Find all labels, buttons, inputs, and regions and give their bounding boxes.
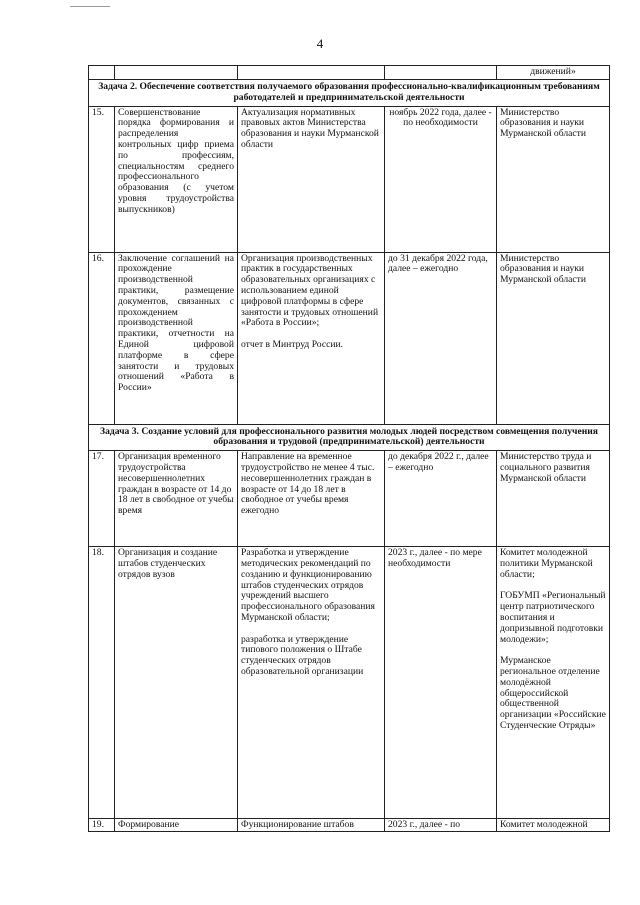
task-header-row bbox=[89, 424, 610, 451]
row-number: 19. bbox=[89, 819, 115, 832]
cell-empty bbox=[89, 66, 115, 80]
table-row bbox=[89, 106, 610, 252]
row-number: 15. bbox=[89, 106, 115, 252]
cell-empty bbox=[115, 66, 238, 80]
cell-empty bbox=[385, 66, 497, 80]
plan-table bbox=[88, 65, 610, 832]
cell-executor: Комитет молодежной политики Мурманской области; ГОБУМП «Региональный центр патриотического воспитания и допризывной подготовки молодежи»; Мурманское региональное отделение молодёжной общероссийской общественной организации «Российские Студенческие Отряды» bbox=[497, 547, 610, 819]
task-2-heading: Задача 2. Обеспечение соответствия получаемого образования профессионально-квалификационным требованиям работодателей и предпринимательской деятельности bbox=[89, 80, 610, 107]
cell-executor: Министерство образования и науки Мурманской области bbox=[497, 106, 610, 252]
cell-executor: Министерство образования и науки Мурманской области bbox=[497, 252, 610, 424]
table-row bbox=[89, 547, 610, 819]
scan-mark bbox=[70, 6, 110, 7]
cell-result: Функционирование штабов bbox=[238, 819, 385, 832]
table-row bbox=[89, 819, 610, 832]
task-header-row bbox=[89, 80, 610, 107]
cell-executor: движений» bbox=[497, 66, 610, 80]
cell-event: Организация временного трудоустройства несовершеннолетних граждан в возрасте от 14 до 18 лет в свободное от учебы время bbox=[115, 451, 238, 547]
cell-event: Формирование bbox=[115, 819, 238, 832]
cell-empty bbox=[238, 66, 385, 80]
cell-executor: Комитет молодежной bbox=[497, 819, 610, 832]
cell-result: Направление на временное трудоустройство не менее 4 тыс. несовершеннолетних граждан в возрасте от 14 до 18 лет в свободное от учебы время ежегодно bbox=[238, 451, 385, 547]
cell-term: ноябрь 2022 года, далее - по необходимости bbox=[385, 106, 497, 252]
table-row bbox=[89, 451, 610, 547]
cell-term: 2023 г., далее - по bbox=[385, 819, 497, 832]
cell-term: 2023 г., далее - по мере необходимости bbox=[385, 547, 497, 819]
table-row-continued bbox=[89, 66, 610, 80]
row-number: 17. bbox=[89, 451, 115, 547]
cell-executor: Министерство труда и социального развития Мурманской области bbox=[497, 451, 610, 547]
task-3-heading: Задача 3. Создание условий для профессионального развития молодых людей посредством совмещения получения образования и трудовой (предпринимательской) деятельности bbox=[89, 424, 610, 451]
cell-event: Заключение соглашений на прохождение производственной практики, размещение документов, связанных с прохождением производственной практики, отчетности на Единой цифровой платформе в сфере занятости и трудовых отношений «Работа в России» bbox=[115, 252, 238, 424]
cell-event: Совершенствование порядка формирования и распределения контрольных цифр приема по профессиям, специальностям среднего профессионального образования (с учетом уровня трудоустройства выпускников) bbox=[115, 106, 238, 252]
row-number: 16. bbox=[89, 252, 115, 424]
cell-term: до декабря 2022 г., далее – ежегодно bbox=[385, 451, 497, 547]
cell-event: Организация и создание штабов студенческих отрядов вузов bbox=[115, 547, 238, 819]
cell-term: до 31 декабря 2022 года, далее – ежегодно bbox=[385, 252, 497, 424]
page-number: 4 bbox=[316, 36, 324, 51]
cell-result: Разработка и утверждение методических рекомендаций по созданию и функционированию штабов студенческих отрядов учреждений высшего профессионального образования Мурманской области; разработка и утверждение типового положения о Штабе студенческих отрядов образовательной организации bbox=[238, 547, 385, 819]
row-number: 18. bbox=[89, 547, 115, 819]
table-row bbox=[89, 252, 610, 424]
cell-result: Актуализация нормативных правовых актов Министерства образования и науки Мурманской области bbox=[238, 106, 385, 252]
cell-result: Организация производственных практик в государственных образовательных организациях с использованием единой цифровой платформы в сфере занятости и трудовых отношений «Работа в России»; отчет в Минтруд России. bbox=[238, 252, 385, 424]
